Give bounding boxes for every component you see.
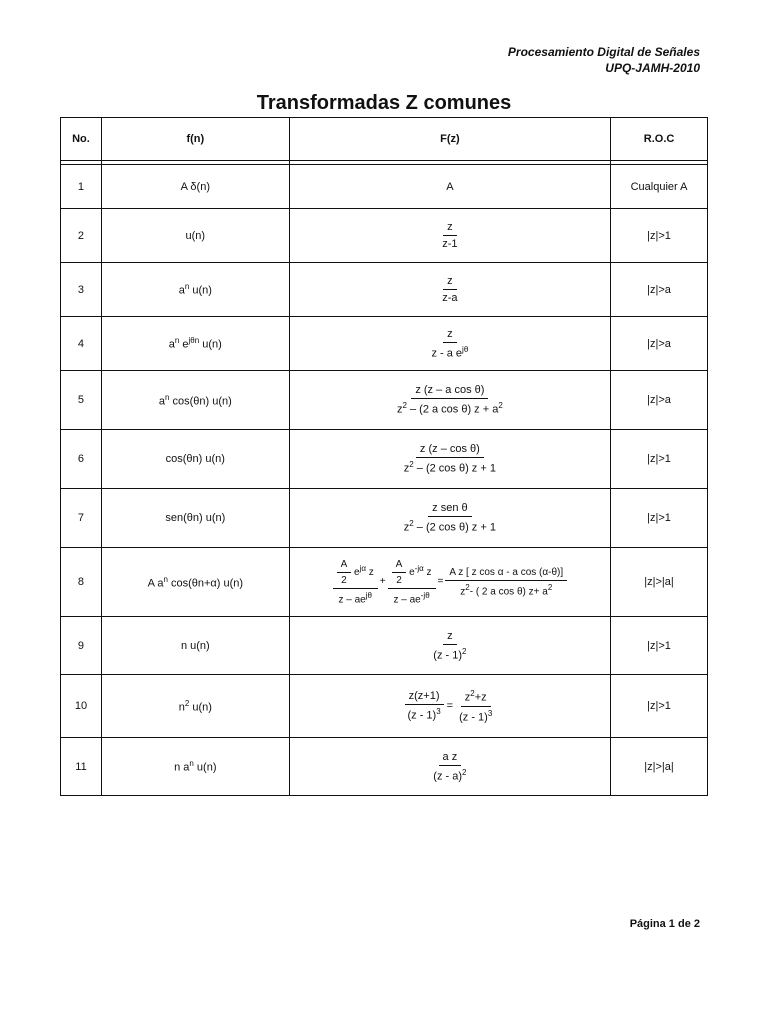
roc-cell: |z|>1 bbox=[611, 675, 707, 738]
col-no: No. bbox=[61, 118, 102, 161]
fn-cell: n u(n) bbox=[102, 617, 290, 675]
table-row bbox=[61, 489, 707, 548]
z-transform-table bbox=[60, 117, 708, 796]
row-no: 1 bbox=[61, 165, 102, 209]
page-number: Página 1 de 2 bbox=[629, 918, 700, 930]
row-no: 2 bbox=[61, 209, 102, 263]
table-row bbox=[61, 617, 707, 675]
table-row bbox=[61, 371, 707, 430]
course-name: Procesamiento Digital de Señales bbox=[507, 45, 700, 59]
fn-cell: $a^n$ $e^{j\theta n}$ u(n) bbox=[102, 317, 290, 371]
fn-cell: $a^n$ u(n) bbox=[102, 263, 290, 317]
row-no: 4 bbox=[61, 317, 102, 371]
fn-cell: A δ(n) bbox=[102, 165, 290, 209]
roc-cell: |z|>a bbox=[611, 263, 707, 317]
table-row bbox=[61, 209, 707, 263]
fz-cell: $\frac{z}{(z - 1)^2}$ bbox=[290, 617, 611, 675]
roc-cell: |z|>1 bbox=[611, 617, 707, 675]
roc-cell: |z|>a bbox=[611, 317, 707, 371]
fn-cell: sen(θn) u(n) bbox=[102, 489, 290, 548]
roc-cell: |z|>1 bbox=[611, 489, 707, 548]
fn-cell: u(n) bbox=[102, 209, 290, 263]
fz-cell: $\frac{z}{z-1}$ bbox=[290, 209, 611, 263]
row-no: 11 bbox=[61, 738, 102, 795]
row-no: 6 bbox=[61, 430, 102, 489]
col-roc: R.O.C bbox=[611, 118, 707, 161]
table-header-row bbox=[61, 118, 707, 161]
table-row bbox=[61, 165, 707, 209]
col-fz: F(z) bbox=[290, 118, 611, 161]
fn-cell: A $a^n$ cos(θn+α) u(n) bbox=[102, 548, 290, 617]
fz-cell: $\frac{z}{z-a}$ bbox=[290, 263, 611, 317]
fz-cell: $\frac{\text{z (z – cos θ)}}{z^2 - (2 \cos \theta) z + 1}$ bbox=[290, 430, 611, 489]
course-code: UPQ-JAMH-2010 bbox=[605, 61, 700, 75]
row-no: 7 bbox=[61, 489, 102, 548]
roc-cell: |z|>|a| bbox=[644, 760, 674, 773]
fz-cell: A bbox=[290, 165, 611, 209]
roc-cell: |z|>1 bbox=[611, 430, 707, 489]
table-row bbox=[61, 548, 707, 617]
col-fn: f(n) bbox=[102, 118, 290, 161]
table-row bbox=[61, 317, 707, 371]
roc-cell: |z|>|a| bbox=[611, 548, 707, 617]
roc-cell: Cualquier A bbox=[611, 165, 707, 209]
roc-cell: |z|>a bbox=[611, 371, 707, 430]
fz-cell: $\frac{z}{z - a e^{j\theta}}$ bbox=[290, 317, 611, 371]
row-no: 9 bbox=[61, 617, 102, 675]
fn-cell: $n^2$ u(n) bbox=[102, 675, 290, 738]
table-row bbox=[61, 675, 707, 738]
fz-cell: $\frac{\text{z (z – a cos θ)}}{z^2 - (2 a \cos \theta) z + a^2}$ bbox=[290, 371, 611, 430]
fz-cell: $\frac{\text{z sen θ}}{z^2 - (2 \cos \theta) z + 1}$ bbox=[290, 489, 611, 548]
row-no: 3 bbox=[61, 263, 102, 317]
table-row bbox=[61, 430, 707, 489]
table-row bbox=[61, 738, 707, 795]
fn-cell: $a^n$ cos(θn) u(n) bbox=[102, 371, 290, 430]
fz-cell: $\frac{\text{a z}}{(z - a)^2}$ bbox=[290, 738, 611, 795]
row-no: 8 bbox=[61, 548, 102, 617]
roc-cell: |z|>1 bbox=[611, 209, 707, 263]
row-no: 10 bbox=[61, 675, 102, 738]
page-title: Transformadas Z comunes bbox=[256, 92, 512, 114]
fz-cell: $\frac{A}{2}$ $e^{j\alpha}$ z z – $ae^{j\theta}$ + $\frac{A}{2}$ $e^{-j\alpha}$ z z – $ae^{-j\theta}$ = $\frac{\text{A z [ z cos α - a cos (α-θ)]}}{z^2- ( 2 a \cos \theta) z+ a^2}$ bbox=[290, 548, 611, 617]
fn-cell: n $a^n$ u(n) bbox=[102, 738, 290, 795]
fn-cell: cos(θn) u(n) bbox=[102, 430, 290, 489]
fz-cell: $\frac{z(z+1)}{(z - 1)^3}$ = $\frac{z^2+z}{(z - 1)^3}$ bbox=[290, 675, 611, 738]
table-row bbox=[61, 263, 707, 317]
row-no: 5 bbox=[61, 371, 102, 430]
document-header bbox=[508, 44, 700, 76]
